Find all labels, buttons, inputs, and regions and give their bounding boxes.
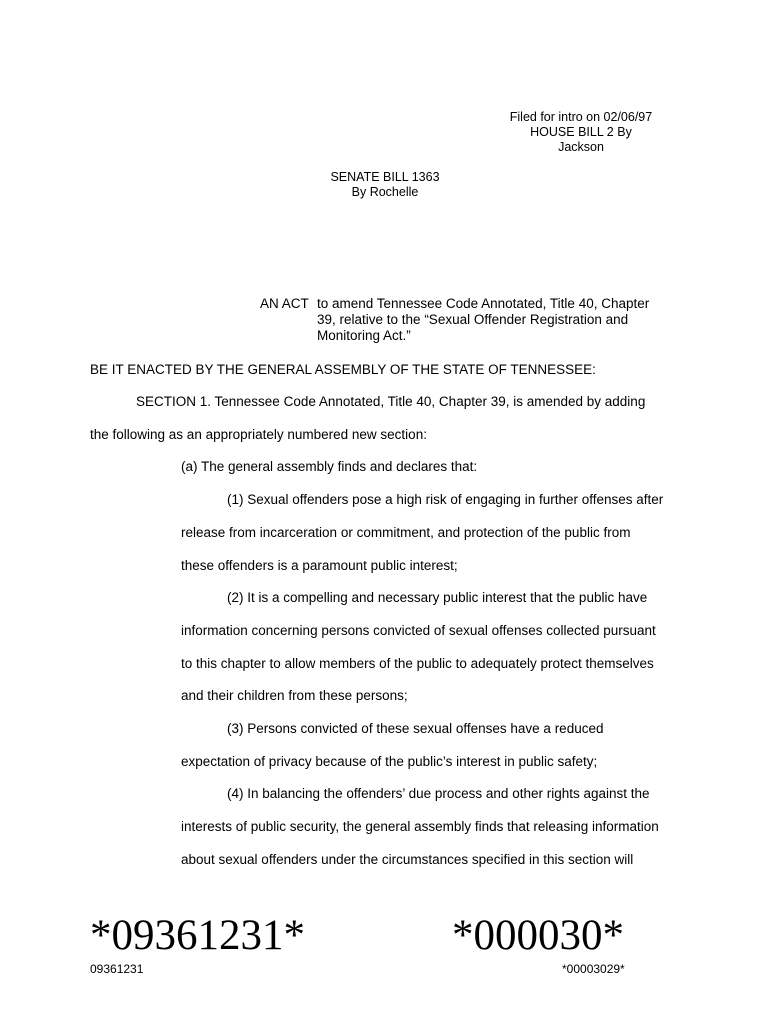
body-line: expectation of privacy because of the public’s interest in public safety; xyxy=(181,754,598,769)
body-line: the following as an appropriately numbered new section: xyxy=(90,427,427,442)
act-caption xyxy=(317,296,677,344)
barcode-left: *09361231* xyxy=(90,912,305,959)
enacting-clause: BE IT ENACTED BY THE GENERAL ASSEMBLY OF THE STATE OF TENNESSEE: xyxy=(90,362,596,377)
senate-bill-line: SENATE BILL 1363 xyxy=(330,170,440,184)
body-line: (1) Sexual offenders pose a high risk of engaging in further offenses after xyxy=(227,492,664,507)
body-line: (3) Persons convicted of these sexual offenses have a reduced xyxy=(227,721,604,736)
body-line: interests of public security, the general assembly finds that releasing information xyxy=(181,819,659,834)
body-line: these offenders is a paramount public interest; xyxy=(181,558,458,573)
filed-date-line: Filed for intro on 02/06/97 xyxy=(509,110,653,124)
senate-sponsor-line: By Rochelle xyxy=(351,185,419,199)
body-line: (a) The general assembly finds and declares that: xyxy=(181,459,478,474)
body-line: (2) It is a compelling and necessary public interest that the public have xyxy=(227,590,648,605)
body-line: information concerning persons convicted of sexual offenses collected pursuant xyxy=(181,623,656,638)
act-caption-line: 39, relative to the “Sexual Offender Registration and xyxy=(317,312,629,327)
senate-bill-info xyxy=(300,170,470,200)
barcode-right-number: *00003029* xyxy=(562,962,625,976)
body-line: about sexual offenders under the circumstances specified in this section will xyxy=(181,852,634,867)
body-line: and their children from these persons; xyxy=(181,688,408,703)
house-sponsor-line: Jackson xyxy=(558,140,604,154)
body-line: SECTION 1. Tennessee Code Annotated, Title 40, Chapter 39, is amended by adding xyxy=(136,394,646,409)
body-line: release from incarceration or commitment, and protection of the public from xyxy=(181,525,631,540)
body-line: (4) In balancing the offenders’ due process and other rights against the xyxy=(227,786,650,801)
barcode-right: *000030* xyxy=(452,912,624,959)
act-label: AN ACT xyxy=(260,296,309,311)
body-line: to this chapter to allow members of the public to adequately protect themselves xyxy=(181,656,654,671)
act-caption-line: Monitoring Act.” xyxy=(317,328,411,343)
filing-info xyxy=(488,110,674,155)
house-bill-line: HOUSE BILL 2 By xyxy=(530,125,632,139)
act-caption-line: to amend Tennessee Code Annotated, Title 40, Chapter xyxy=(317,296,650,311)
barcode-left-number: 09361231 xyxy=(90,962,144,976)
